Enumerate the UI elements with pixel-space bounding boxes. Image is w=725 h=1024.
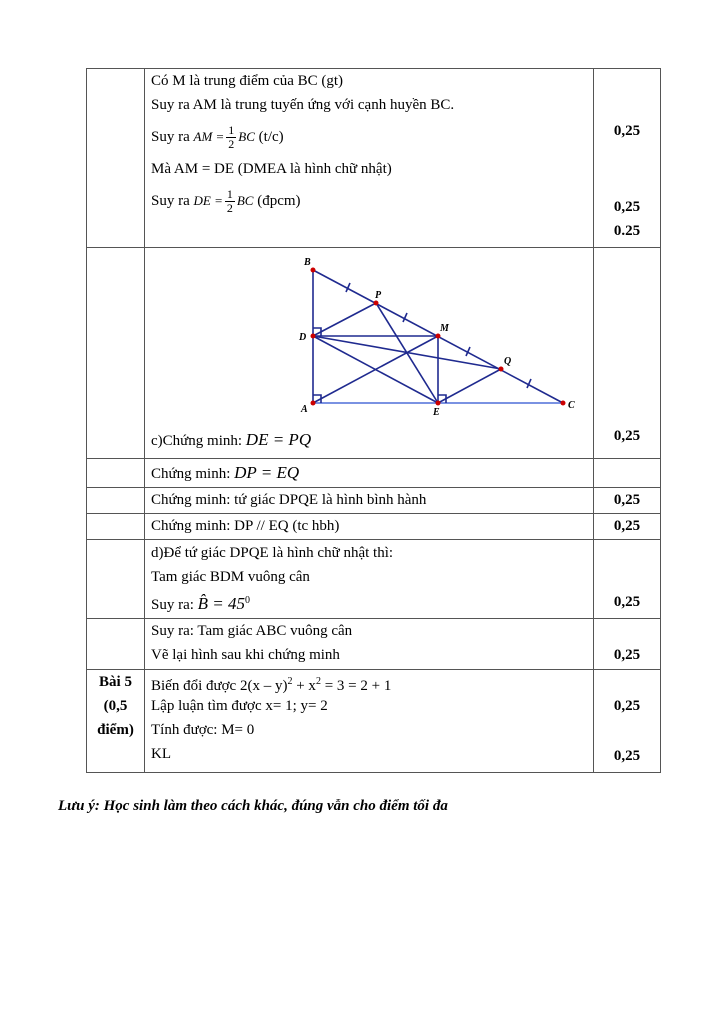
proof-line-formula: Suy ra DE = $\frac{1}{2}$ BC (đpcm) xyxy=(151,187,301,216)
score: 0,25 xyxy=(613,594,641,610)
empty-label-cell xyxy=(87,619,145,670)
proof-line: Có M là trung điểm của BC (gt) xyxy=(151,73,344,89)
empty-label-cell xyxy=(87,488,145,514)
geometry-figure xyxy=(151,248,581,426)
proof-cell: Biến đổi được $2(x - y)^2 + x^2 = 3 = 2 + 1$ Lập luận tìm được x= 1; y= 2 Tính được: M= 0 KL xyxy=(145,670,594,773)
figure-cell xyxy=(145,248,594,459)
empty-label-cell xyxy=(87,69,145,248)
point-b xyxy=(311,268,316,273)
point-d xyxy=(311,334,316,339)
score-cell xyxy=(594,670,661,773)
table-row xyxy=(87,69,661,248)
proof-cell: Chứng minh: tứ giác DPQE là hình bình hành xyxy=(145,488,594,514)
table-row xyxy=(87,459,661,488)
fraction: $\frac{1}{2}$ xyxy=(226,187,233,216)
score: 0,25 xyxy=(613,492,641,508)
proof-line: Suy ra AM là trung tuyến ứng với cạnh huyền BC. xyxy=(151,97,455,113)
table-row xyxy=(87,514,661,540)
score: 0,25 xyxy=(613,123,641,139)
score-cell xyxy=(594,459,661,488)
proof-cell: Chứng minh: DP = EQ xyxy=(145,459,594,488)
proof-cell xyxy=(145,69,594,248)
footnote: Lưu ý: Học sinh làm theo cách khác, đúng vẫn cho điểm tối đa xyxy=(58,798,448,814)
proof-line-formula: c)Chứng minh: DE = PQ xyxy=(151,430,312,449)
label-d: D xyxy=(299,332,307,343)
label-b: B xyxy=(304,257,311,268)
proof-line-formula: Suy ra AM = $\frac{1}{2}$ BC (t/c) xyxy=(151,123,284,152)
fraction: $\frac{1}{2}$ xyxy=(228,123,235,152)
score: 0,25 xyxy=(613,698,641,714)
point-c xyxy=(561,401,566,406)
segment-dp xyxy=(313,303,376,336)
table-row xyxy=(87,670,661,773)
proof-cell: d)Để tứ giác DPQE là hình chữ nhật thì: Tam giác BDM vuông cân Suy ra: B̂ = $45^0$ xyxy=(145,540,594,619)
point-q xyxy=(499,367,504,372)
score-cell xyxy=(594,619,661,670)
table-row xyxy=(87,619,661,670)
proof-line: Mà AM = DE (DMEA là hình chữ nhật) xyxy=(151,161,392,177)
score-cell xyxy=(594,540,661,619)
empty-label-cell xyxy=(87,248,145,459)
segment-eq xyxy=(438,369,501,403)
point-a xyxy=(311,401,316,406)
point-m xyxy=(436,334,441,339)
proof-cell: Chứng minh: DP // EQ (tc hbh) xyxy=(145,514,594,540)
label-m: M xyxy=(440,323,449,334)
label-a: A xyxy=(301,404,308,415)
score-cell xyxy=(594,488,661,514)
empty-label-cell xyxy=(87,540,145,619)
empty-label-cell xyxy=(87,459,145,488)
table-row xyxy=(87,248,661,459)
table-row xyxy=(87,540,661,619)
table-row xyxy=(87,488,661,514)
empty-label-cell xyxy=(87,514,145,540)
score: 0,25 xyxy=(613,518,641,534)
score-cell xyxy=(594,248,661,459)
score: 0,25 xyxy=(613,647,641,663)
score-cell xyxy=(594,69,661,248)
label-q: Q xyxy=(504,356,512,367)
score: 0.25 xyxy=(613,223,641,239)
score: 0,25 xyxy=(613,428,641,444)
score-cell xyxy=(594,514,661,540)
label-c: C xyxy=(568,400,575,411)
label-p: P xyxy=(375,290,382,301)
section-label-cell: Bài 5 (0,5 điểm) xyxy=(87,670,145,773)
grading-table xyxy=(86,68,661,773)
proof-cell: Suy ra: Tam giác ABC vuông cân Vẽ lại hình sau khi chứng minh xyxy=(145,619,594,670)
point-e xyxy=(436,401,441,406)
score: 0,25 xyxy=(613,748,641,764)
label-e: E xyxy=(433,407,440,418)
score: 0,25 xyxy=(613,199,641,215)
point-p xyxy=(374,301,379,306)
